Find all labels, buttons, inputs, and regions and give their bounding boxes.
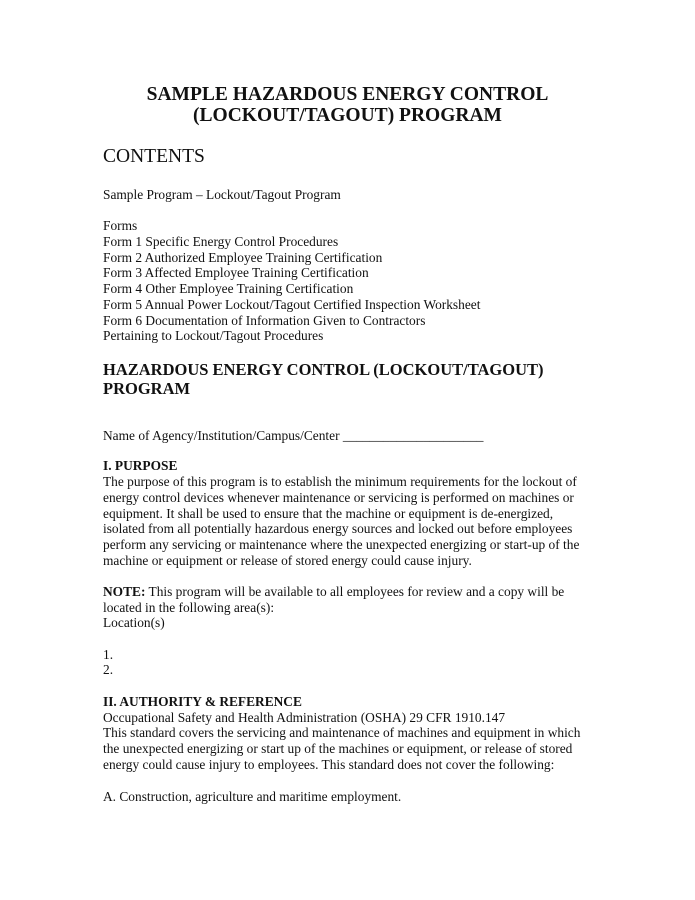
purpose-text-line: The purpose of this program is to establish the minimum requirements for the lockout of (103, 474, 577, 489)
contents-form-item: Form 4 Other Employee Training Certification (103, 281, 354, 296)
authority-text-line: Occupational Safety and Health Administration (OSHA) 29 CFR 1910.147 (103, 710, 506, 725)
contents-heading: CONTENTS (103, 146, 205, 167)
authority-exclusion-item: A. Construction, agriculture and maritime employment. (103, 789, 402, 804)
locations-label: Location(s) (103, 615, 165, 630)
contents-form-item: Form 3 Affected Employee Training Certification (103, 265, 369, 280)
document-title-line-2: (LOCKOUT/TAGOUT) PROGRAM (193, 105, 502, 126)
contents-form-item: Form 6 Documentation of Information Given to Contractors (103, 313, 426, 328)
note-text: This program will be available to all employees for review and a copy will be (145, 584, 565, 599)
contents-sample-program: Sample Program – Lockout/Tagout Program (103, 187, 341, 202)
note-line-2: located in the following area(s): (103, 600, 275, 615)
note-label: NOTE: (103, 584, 146, 599)
authority-text-line: the unexpected energizing or start up of the machines or equipment, or release of stored (103, 741, 573, 756)
purpose-text-line: isolated from all potentially hazardous energy sources and locked out before employees (103, 521, 573, 536)
authority-text-line: energy could cause injury to employees. This standard does not cover the following: (103, 757, 555, 772)
document-title-line-1: SAMPLE HAZARDOUS ENERGY CONTROL (146, 84, 549, 105)
program-heading-line-1: HAZARDOUS ENERGY CONTROL (LOCKOUT/TAGOUT) (103, 360, 544, 379)
location-item: 2. (103, 662, 114, 677)
contents-forms-label: Forms (103, 218, 138, 233)
purpose-text-line: energy control devices whenever maintenance or servicing is performed on machines or (103, 490, 574, 505)
note-line-1 (103, 584, 564, 600)
contents-form-item: Form 1 Specific Energy Control Procedures (103, 234, 339, 249)
purpose-text-line: equipment. It shall be used to ensure that the machine or equipment is de-energized, (103, 506, 554, 521)
contents-form-item: Form 5 Annual Power Lockout/Tagout Certified Inspection Worksheet (103, 297, 481, 312)
authority-text-line: This standard covers the servicing and maintenance of machines and equipment in which (103, 725, 581, 740)
contents-form-item: Pertaining to Lockout/Tagout Procedures (103, 328, 324, 343)
agency-name-line: Name of Agency/Institution/Campus/Center _____________________ (103, 428, 484, 443)
purpose-heading: I. PURPOSE (103, 458, 178, 473)
contents-form-item: Form 2 Authorized Employee Training Certification (103, 250, 383, 265)
purpose-text-line: perform any servicing or maintenance where the unexpected energizing or start-up of the (103, 537, 580, 552)
authority-heading: II. AUTHORITY & REFERENCE (103, 694, 302, 709)
location-item: 1. (103, 647, 114, 662)
program-heading-line-2: PROGRAM (103, 379, 191, 398)
purpose-text-line: machine or equipment or release of stored energy could cause injury. (103, 553, 472, 568)
